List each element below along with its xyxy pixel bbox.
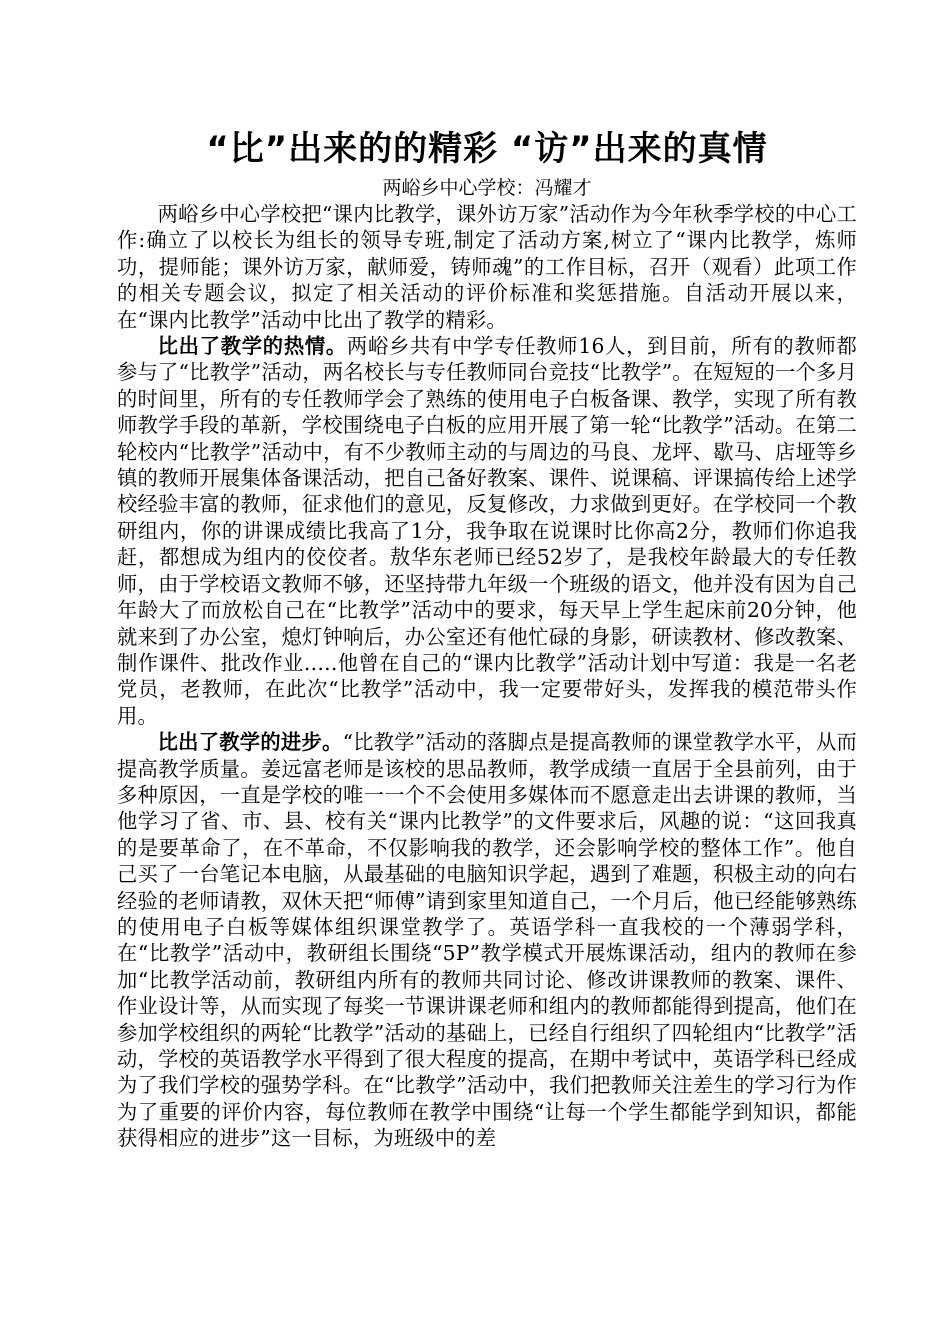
document-title: “比”出来的的精彩 “访”出来的真情 xyxy=(206,129,768,169)
paragraph-lead: 比出了教学的热情。 xyxy=(157,334,347,359)
paragraph-text: 两峪乡共有中学专任教师16人，到目前，所有的教师都参与了“比教学”活动，两名校长与专任教师同台竞技“比教学”。在短短的一个多月的时间里，所有的专任教师学会了熟练的使用电子白板备课、教学，实现了所有教师教学手段的革新，学校围绕电子白板的应用开展了第一轮“比教学”活动。在第二轮校内“比教学”活动中，有不少教师主动的与周边的马良、龙坪、歇马、店垭等乡镇的教师开展集体备课活动，把自己备好教案、课件、说课稿、评课搞传给上述学校经验丰富的教师，征求他们的意见，反复修改，力求做到更好。在学校同一个教研组内，你的讲课成绩比我高了1分，我争取在说课时比你高2分，教师们你追我赶，都想成为组内的佼佼者。敖华东老师已经52岁了，是我校年龄最大的专任教师，由于学校语文教师不够，还坚持带九年级一个班级的语文，他并没有因为自己年龄大了而放松自己在“比教学”活动中的要求，每天早上学生起床前20分钟，他就来到了办公室，熄灯钟响后，办公室还有他忙碌的身影，研读教材、修改教案、制作课件、批改作业…..他曾在自己的“课内比教学”活动计划中写道：我是一名老党员，老教师，在此次“比教学”活动中，我一定要带好头，发挥我的模范带头作用。 xyxy=(117,334,857,728)
paragraph-lead: 比出了教学的进步。 xyxy=(157,730,343,755)
paragraph-text: “比教学”活动的落脚点是提高教师的课堂教学水平，从而提高教学质量。姜远富老师是该校的思品教师，教学成绩一直居于全县前列，由于多种原因，一直是学校的唯一一个不会使用多媒体而不愿意走出去讲课的教师，当他学习了省、市、县、校有关“课内比教学”的文件要求后，风趣的说：“这回我真的是要革命了，在不革命，不仅影响我的教学，还会影响学校的整体工作”。他自己买了一台笔记本电脑，从最基础的电脑知识学起，遇到了难题，积极主动的向右经验的老师请教，双休天把“师傅”请到家里知道自己，一个月后，他已经能够熟练的使用电子白板等媒体组织课堂教学了。英语学科一直我校的一个薄弱学科，在“比教学”活动中，教研组长围绕“5P”教学模式开展炼课活动，组内的教师在参加“比教学活动前，教研组内所有的教师共同讨论、修改讲课教师的教案、课件、作业设计等，从而实现了每奖一节课讲课老师和组内的教师都能得到提高，他们在参加学校组织的两轮“比教学”活动的基础上，已经自行组织了四轮组内“比教学”活动，学校的英语教学水平得到了很大程度的提高，在期中考试中，英语学科已经成为了我们学校的强势学科。在“比教学”活动中，我们把教师关注差生的学习行为作为了重要的评价内容，每位教师在教学中围绕“让每一个学生都能学到知识，都能获得相应的进步”这一目标，为班级中的差 xyxy=(117,730,857,1151)
author-byline: 两峪乡中心学校：冯耀才 xyxy=(382,177,592,199)
paragraph-enthusiasm xyxy=(117,333,857,729)
paragraph-progress xyxy=(117,729,857,1152)
document-page xyxy=(117,126,857,1152)
paragraph-text: 两峪乡中心学校把“课内比教学，课外访万家”活动作为今年秋季学校的中心工作:确立了以校长为组长的领导专班,制定了活动方案,树立了“课内比教学，炼师功，提师能；课外访万家，献师爱，铸师魂”的工作目标，召开（观看）此项工作的相关专题会议，拟定了相关活动的评价标准和奖惩措施。自活动开展以来，在“课内比教学”活动中比出了教学的精彩。 xyxy=(117,202,857,332)
paragraph-intro xyxy=(117,201,857,333)
